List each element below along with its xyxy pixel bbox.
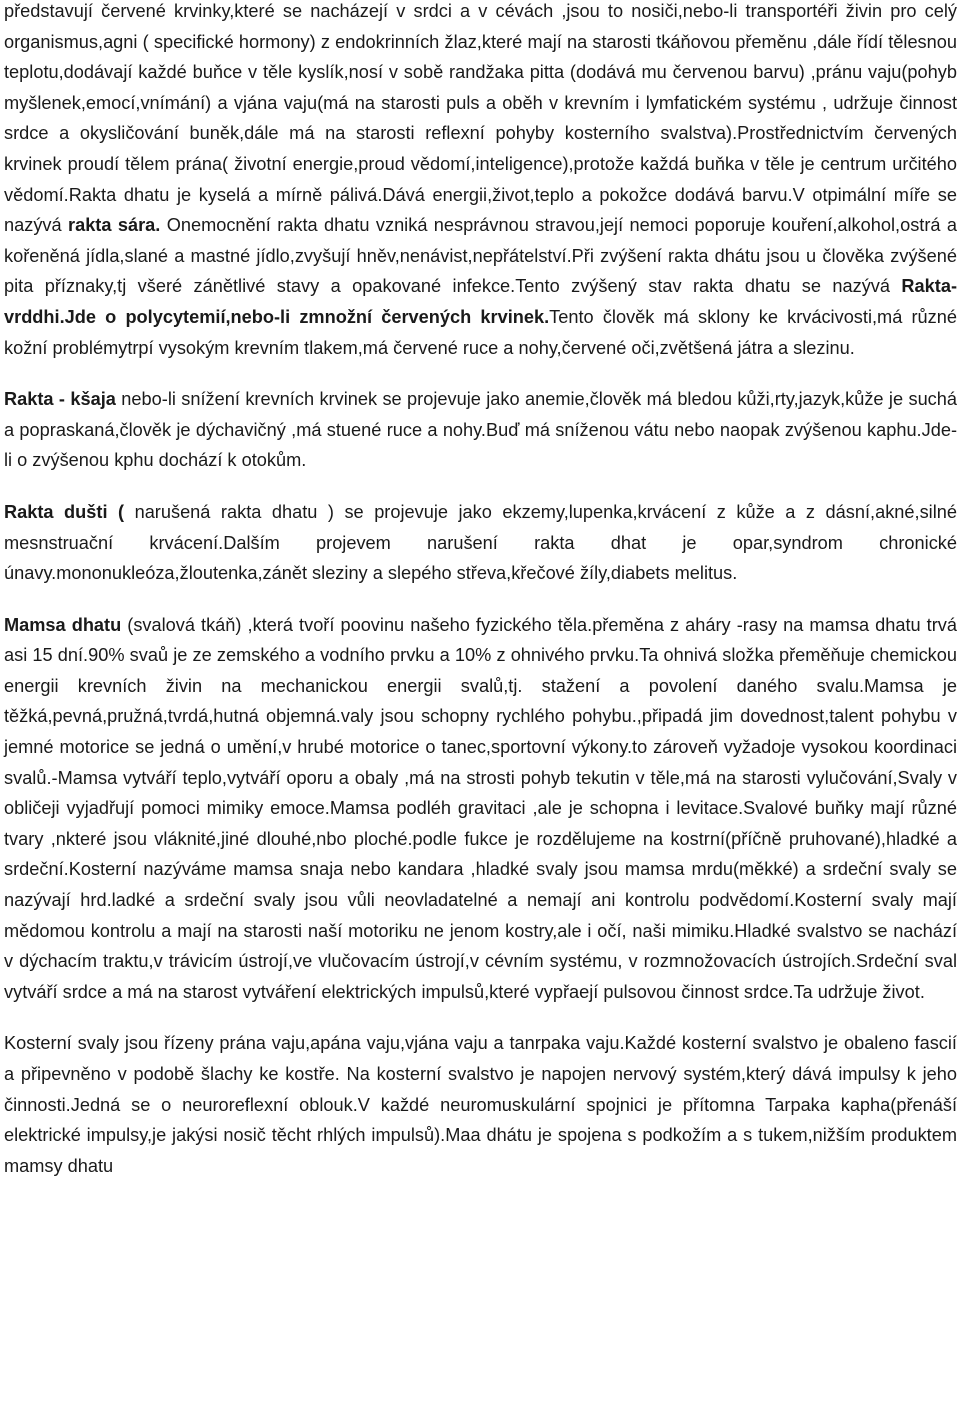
text-run: Dává energii,život,teplo a pokožce dodává barvu. (382, 184, 793, 205)
text-run: nebo-li snížení krevních krvinek se projevuje jako anemie,člověk má bledou kůži,rty,jazyk,kůže je suchá a popraskaná,člověk je dýchavičný ,má stuené ruce a nohy. (4, 389, 958, 440)
text-run: Tento zvýšený stav rakta dhatu se nazývá (515, 276, 902, 297)
text-run: V každé neuromuskulární spojnici je přítomna Tarpaka kapha(přenáší elektrické impulsy,je jakýsi nosič těcht rhlých impulsů). (4, 1094, 958, 1146)
text-run: V otpimální míře se nazývá (4, 184, 958, 236)
bold-polycytemie: Jde o polycytemií,nebo-li zmnožní červených krvinek. (64, 306, 550, 327)
paragraph-mamsa-dhatu (4, 610, 957, 1008)
text-run: Mamsa podléh gravitaci ,ale je schopna i levitace. (329, 798, 744, 819)
text-run: mononukleóza,žloutenka,zánět sleziny a slepého střeva,křečové žíly,diabets melitus. (56, 563, 738, 584)
text-run: to zároveň vyžadoje vysokou koordinaci svalů. (4, 737, 957, 788)
term-rakta-sara: rakta sára. (68, 215, 161, 236)
text-run: Na kosterní svalstvo je napojen nervový systém,který dává impulsy k jeho činnosti. (4, 1064, 957, 1115)
paragraph-kosterni-svaly (4, 1028, 957, 1181)
term-rakta-vrddhi: Rakta- vrddhi. (4, 276, 957, 327)
text-run: narušená rakta dhatu ) se projevuje jako ekzemy,lupenka,krvácení z kůže a z dásní,akné,silné mesnstruační krvácení. (4, 501, 957, 553)
text-run: přeměna z aháry -rasy na mamsa dhatu trvá asi 15 dní. (4, 614, 957, 666)
text-run: Hladké svalstvo se nachází v dýchacím traktu,v trávicím ústrojí,ve vlučovacím ústrojí,v cévním systému, v rozmnožovacích ústrojích. (4, 920, 957, 972)
text-run: Ta udržuje život. (793, 981, 925, 1002)
paragraph-rakta-dhatu (4, 0, 957, 363)
text-run: Buď má sníženou vátu nebo naopak zvýšenou kaphu. (485, 419, 922, 440)
term-rakta-dusti: Rakta dušti ( (4, 501, 125, 522)
term-rakta-ksaja: Rakta - kšaja (4, 389, 116, 410)
text-run: Ta ohnivá složka přeměňuje chemickou energii krevních živin na mechanickou energii svalů,tj. stažení a povolení daného svalu. (4, 645, 958, 696)
paragraph-rakta-ksaja (4, 384, 957, 476)
text-run: Onemocnění rakta dhatu vzniká nesprávnou stravou,její nemoci poporuje kouření,alkohol,ostrá a kořeněná jídla,slané a mastné jídlo,zvyšují hněv,nenávist,nepřátelství. (4, 215, 957, 266)
document-page (4, 0, 957, 1181)
text-run: Jde-li o zvýšenou kphu dochází k otokům. (4, 419, 958, 471)
text-run: -Mamsa vytváří teplo,vytváří oporu a obaly ,má na strosti pohyb tekutin v těle,má na starosti vylučování,Svaly v obličeji vyjadřují pomoci mimiky emoce. (4, 767, 957, 819)
text-run: 90% svaů je ze zemského a vodního prvku a 10% z ohnivého prvku. (88, 645, 640, 666)
text-run: Prostřednictvím červených krvinek proudí tělem prána( životní energie,proud vědomí,inteligence),protože každá buňka v těle je centrum určitého vědomí. (4, 123, 958, 205)
text-run: valy jsou schopny rychlého pohybu.,připadá jim dovednost,talent pohybu v jemné motorice se jedná o umění,v hrubé motorice o tanec,sportovní výkony. (4, 706, 957, 758)
text-run: Jedná se o neuroreflexní oblouk. (70, 1094, 358, 1115)
text-run: Rakta dhatu je kyselá a mírně pálivá. (68, 184, 383, 205)
text-run: ladké a srdeční svaly jsou vůli neovladatelné a nemají ani kontrolu podvědomí. (111, 890, 795, 911)
text-run: Kosterní svaly mají mědomou kontrolu a mají na starosti naší motoriku ne jenom kostry,ale i očí, naši mimiku. (4, 890, 957, 941)
text-run: Mamsa je těžká,pevná,pružná,tvrdá,hutná objemná. (4, 675, 957, 727)
text-run: Dalším projevem narušení rakta dhat je opar,syndrom chronické únavy. (4, 532, 958, 584)
text-run: Srdeční sval vytváří srdce a má na starost vytváření elektrických impulsů,které vypřaejí pulsovou činnost srdce. (4, 951, 957, 1002)
text-run: podle fukce je rozdělujeme na kostrní(příčně pruhované),hladké a srdeční. (4, 828, 957, 880)
term-mamsa-dhatu: Mamsa dhatu (4, 614, 122, 635)
text-run: Tento člověk má sklony ke krvácivosti,má různé kožní problémytrpí vysokým krevním tlakem,má červené ruce a nohy,červené oči,zvětšená játra a slezinu. (4, 306, 957, 358)
text-run: Svalové buňky mají různé tvary ,nkteré jsou vláknité,jiné dlouhé,nbo ploché. (4, 798, 957, 849)
text-run: Maa dhátu je spojena s podkožím a s tukem,nižším produktem mamsy dhatu (4, 1125, 957, 1176)
text-run: představují červené krvinky,které se nacházejí v srdci a v cévách ,jsou to nosiči,nebo-li transportéři živin pro celý organismus,agni ( specifické hormony) z endokrinních žlaz,které mají na starosti tkáňovou přeměnu ,dále řídí tělesnou teplotu,dodávají každé buňce v těle kyslík,nosí v sobě randžaka pitta (dodává mu červenou barvu) ,pránu vaju(pohyb myšlenek,emocí,vnímání) a vjána vaju(má na starosti puls a oběh v krevním i lymfatickém systému , udržuje činnost srdce a okysličování buněk,dále má na starosti reflexní pohyby kosterního svalstva). (4, 1, 957, 144)
text-run: Kosterní svaly jsou řízeny prána vaju,apána vaju,vjána vaju a tanrpaka vaju. (4, 1033, 625, 1054)
text-run: (svalová tkáň) ,která tvoří poovinu našeho fyzického těla. (121, 614, 593, 635)
paragraph-rakta-dusti (4, 497, 957, 589)
text-run: Kosterní nazýváme mamsa snaja nebo kandara ,hladké svaly jsou mamsa mrdu(měkké) a srdeční svaly se nazývají hrd. (4, 859, 957, 911)
text-run: Každé kosterní svalstvo je obaleno fascií a připevněno v podobě šlachy ke kostře. (4, 1033, 957, 1084)
text-run: Při zvýšení rakta dhátu jsou u člověka zvýšené pita příznaky,tj všeré zánětlivé stavy a opakované infekce. (4, 245, 957, 297)
